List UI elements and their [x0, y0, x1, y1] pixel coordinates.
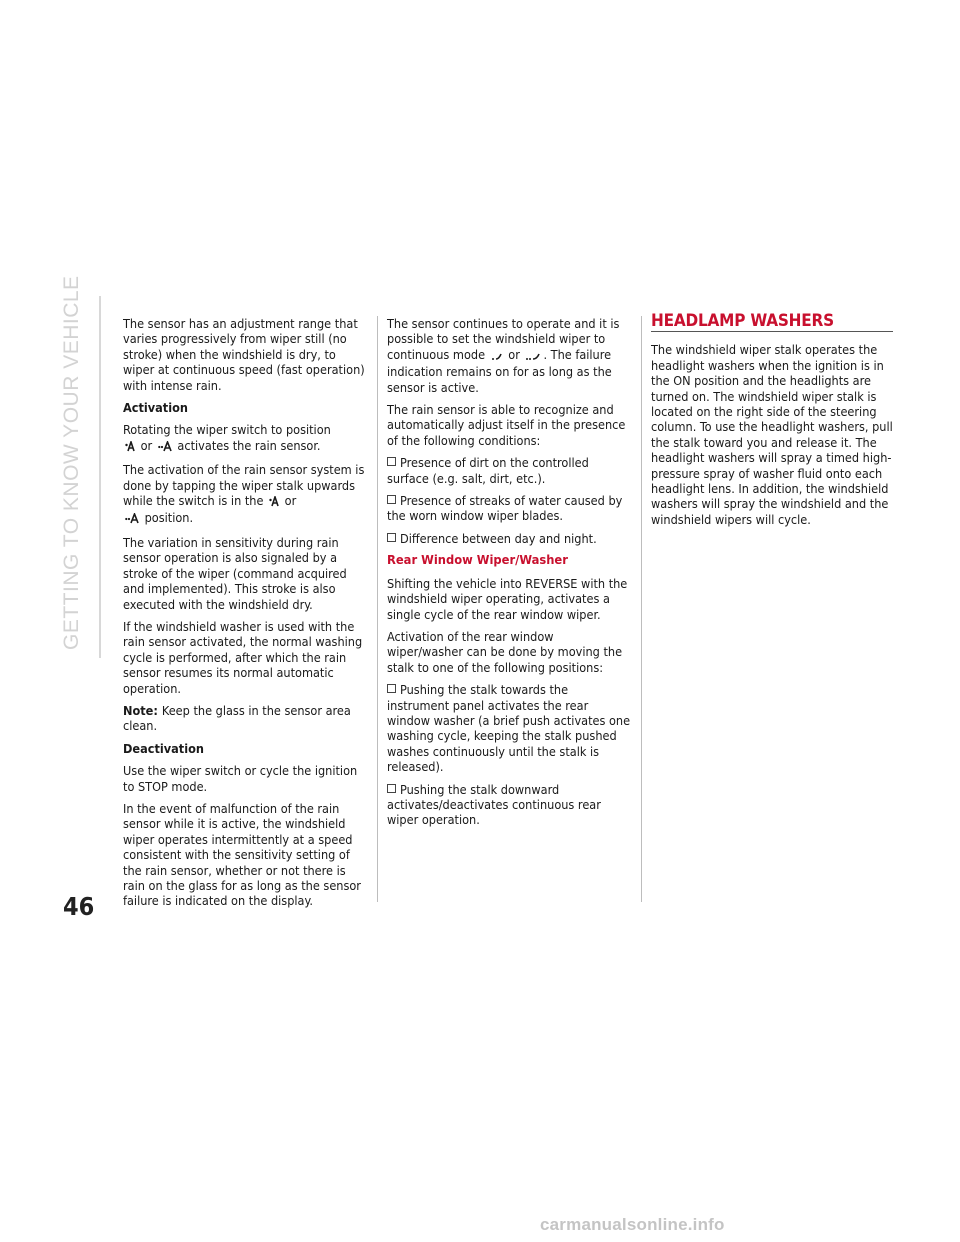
- note-label: Note:: [123, 702, 158, 718]
- rain-sensor-a-icon: [125, 440, 135, 455]
- rain-sensor-aa-icon: [125, 512, 139, 527]
- checkbox-bullet-icon: [387, 684, 396, 693]
- column-2: [387, 316, 631, 835]
- rear-wiper-heading: Rear Window Wiper/Washer: [387, 553, 568, 569]
- activation-paragraph-1: Rotating the wiper switch to position or activates the rain sensor.: [123, 422, 367, 455]
- footer-watermark: carmanualsonline.info: [540, 1215, 725, 1234]
- rear-paragraph-2: Activation of the rear window wiper/washer can be done by moving the stalk to one of the following positions:: [387, 628, 623, 675]
- deactivation-heading: Deactivation: [123, 740, 204, 756]
- recognize-paragraph: The rain sensor is able to recognize and automatically adjust itself in the presence of the following conditions:: [387, 402, 626, 448]
- intro-paragraph: The sensor has an adjustment range that varies progressively from wiper still (no stroke) when the windshield is dry, to wiper at continuous speed (fast operation) with intense rain.: [123, 316, 365, 393]
- rain-sensor-a-icon: [269, 495, 279, 510]
- column-3: [651, 311, 895, 534]
- page-number: 46: [63, 892, 95, 921]
- rain-sensor-aa-icon: [158, 440, 172, 455]
- condition-item: Difference between day and night.: [387, 531, 631, 546]
- checkbox-bullet-icon: [387, 457, 396, 466]
- deactivation-paragraph-2: In the event of malfunction of the rain sensor while it is active, the windshield wiper operates intermittently at a speed consistent with the sensitivity setting of the rain sensor, whether or not there is rain on the glass for as long as the sensor failure is indicated on the display.: [123, 800, 361, 909]
- column-1: [123, 316, 367, 916]
- wiper-continuous-low-icon: [491, 349, 503, 364]
- activation-paragraph-2: The activation of the rain sensor system is done by tapping the wiper stalk upwards while the switch is in the or position.: [123, 462, 367, 528]
- deactivation-paragraph-1: Use the wiper switch or cycle the ignition to STOP mode.: [123, 763, 358, 794]
- column-divider: [377, 316, 378, 902]
- checkbox-bullet-icon: [387, 533, 396, 542]
- position-item: Pushing the stalk towards the instrument panel activates the rear window washer (a brief push activates one washing cycle, keeping the stalk pushed washes continuously until the stalk is released).: [387, 682, 631, 775]
- activation-paragraph-4: If the windshield washer is used with the rain sensor activated, the normal washing cycle is performed, after which the rain sensor resumes its normal automatic operation.: [123, 618, 363, 696]
- condition-item: Presence of dirt on the controlled surface (e.g. salt, dirt, etc.).: [387, 455, 589, 486]
- wiper-continuous-high-icon: [525, 349, 541, 364]
- activation-paragraph-3: The variation in sensitivity during rain sensor operation is also signaled by a stroke of the wiper (command acquired and implemented). This stroke is also executed with the windshield dry.: [123, 534, 347, 612]
- section-sidebar-title: GETTING TO KNOW YOUR VEHICLE: [60, 275, 83, 650]
- rear-paragraph-1: Shifting the vehicle into REVERSE with the windshield wiper operating, activates a single cycle of the rear window wiper.: [387, 575, 628, 622]
- sidebar-rule: [99, 296, 101, 658]
- checkbox-bullet-icon: [387, 784, 396, 793]
- activation-heading: Activation: [123, 400, 188, 416]
- condition-item: Presence of streaks of water caused by the worn window wiper blades.: [387, 493, 623, 524]
- note: [123, 703, 367, 734]
- note-text: Keep the glass in the sensor area clean.: [123, 702, 351, 734]
- position-item: Pushing the stalk downward activates/deactivates continuous rear wiper operation.: [387, 781, 601, 828]
- sensor-continue-paragraph: The sensor continues to operate and it is possible to set the windshield wiper to continuous mode or . The failure indication remains on for as long as the sensor is active.: [387, 316, 620, 395]
- headlamp-washers-paragraph: The windshield wiper stalk operates the headlight washers when the ignition is in the ON position and the headlights are turned on. The windshield wiper stalk is located on the right side of the steering column. To use the headlight washers, pull the stalk toward you and release it. The headlight washers will spray a timed high-pressure spray of washer fluid onto each headlight lens. In addition, the windshield washers will spray the windshield and the windshield wipers will cycle.: [651, 342, 893, 527]
- column-divider: [641, 316, 642, 902]
- checkbox-bullet-icon: [387, 495, 396, 504]
- headlamp-washers-heading: HEADLAMP WASHERS: [651, 314, 893, 332]
